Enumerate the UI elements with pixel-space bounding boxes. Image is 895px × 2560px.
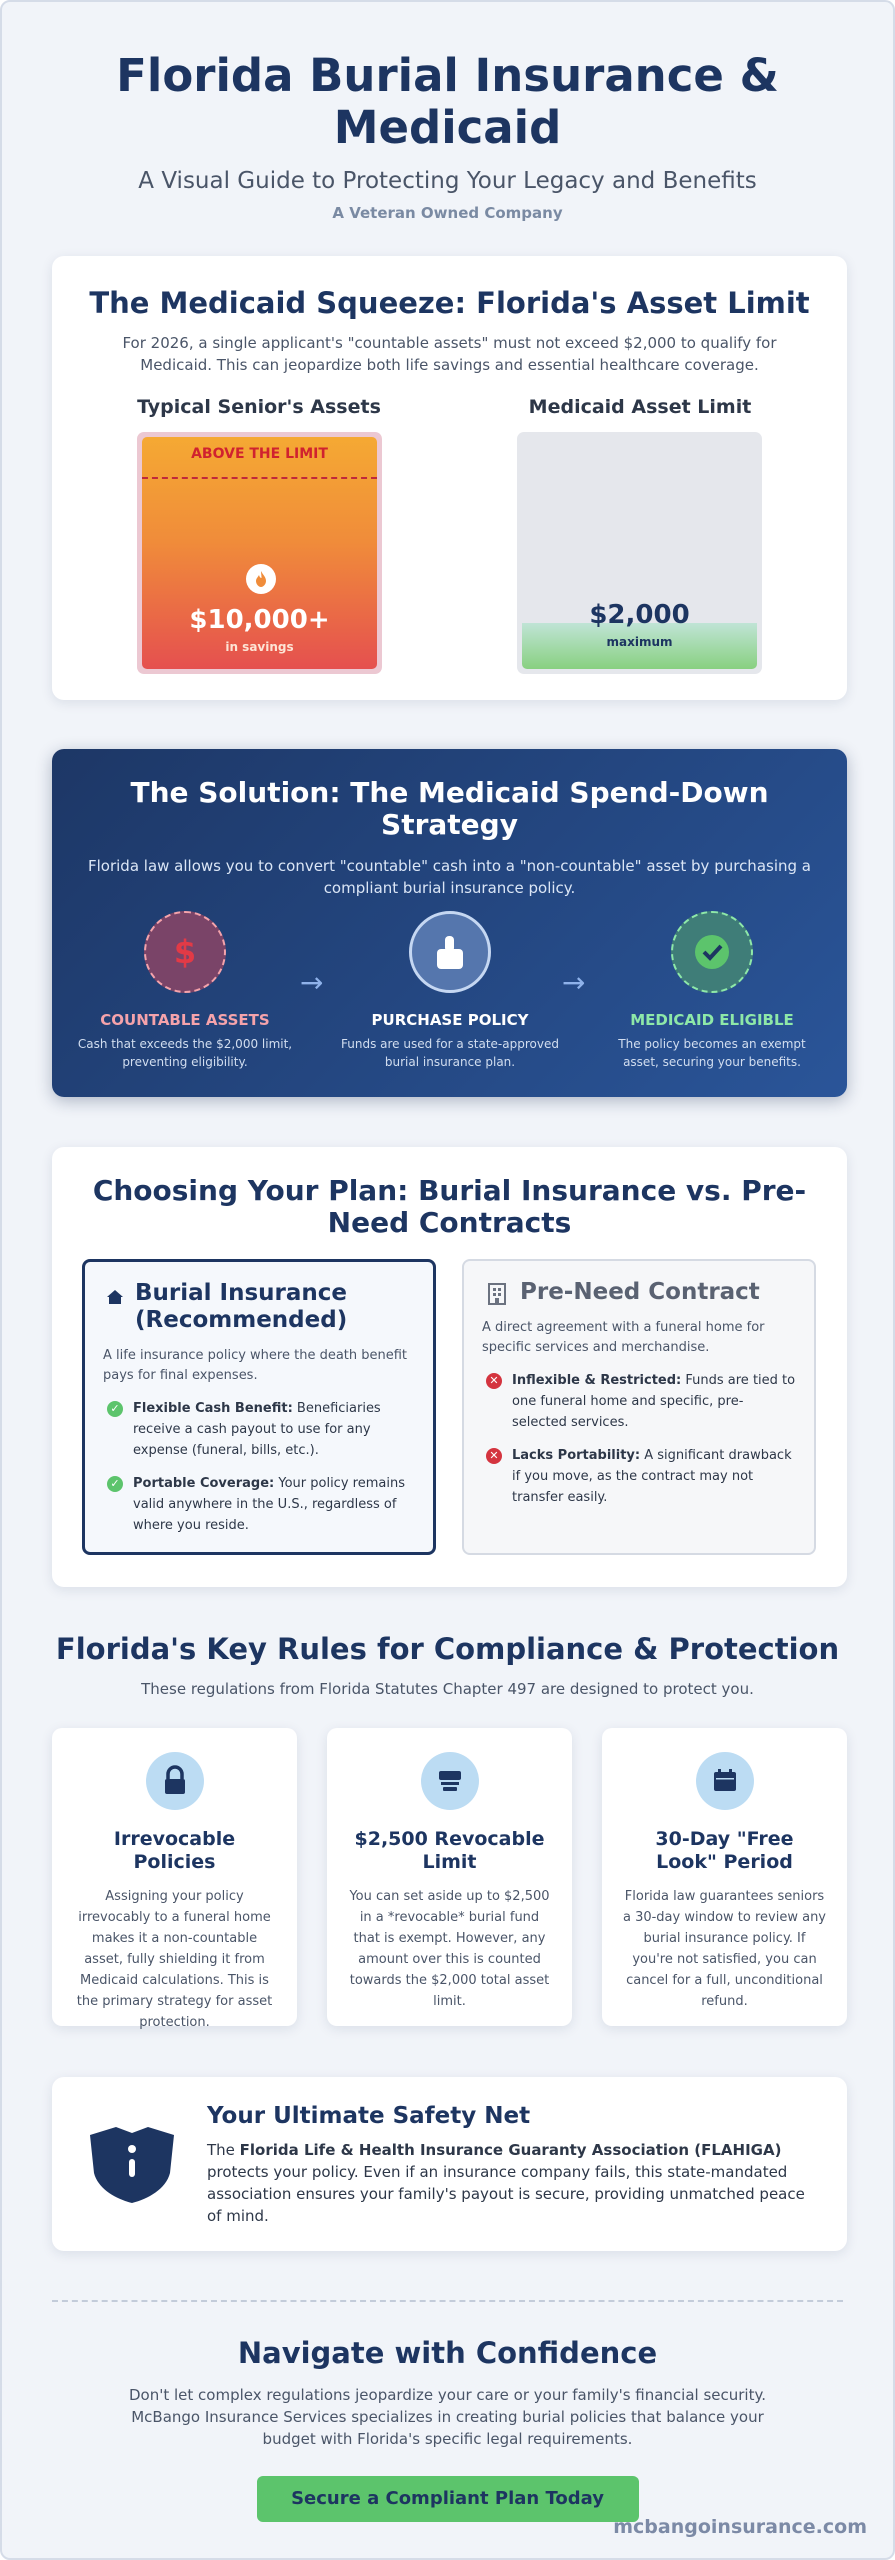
burial-insurance-description: A life insurance policy where the death benefit pays for final expenses. (103, 1348, 408, 1383)
rule-card-irrevocable (52, 1728, 297, 2030)
check-icon: ✓ (107, 1476, 123, 1492)
confidence-section (2, 2336, 893, 2522)
rule-text: Assigning your policy irrevocably to a funeral home makes it a non-countable asset, fully shielding it from Medicaid calculations. This is the primary strategy for asset protection. (76, 1889, 273, 2030)
arrow-icon: → (562, 966, 586, 999)
rules-title: Florida's Key Rules for Compliance & Protection (55, 1632, 840, 1666)
rule-text: You can set aside up to $2,500 in a *revocable* burial fund that is exempt. However, any amount over this is counted towards the $2,000 total asset limit. (349, 1889, 550, 2009)
safety-title: Your Ultimate Safety Net (207, 2103, 531, 2129)
key-rules-header (2, 1632, 893, 1698)
medicaid-squeeze-section (52, 256, 847, 700)
pre-need-contract-card (462, 1259, 816, 1555)
limit-column-title: Medicaid Asset Limit (528, 396, 752, 418)
step-label: PURCHASE POLICY (371, 1011, 529, 1029)
rule-text: Florida law guarantees seniors a 30-day window to review any burial insurance policy. If you're not satisfied, you can cancel for a full, unconditional refund. (622, 1889, 827, 2009)
step-purchase-policy (340, 911, 560, 1071)
list-item: ✓ Portable Coverage: Your policy remains valid anywhere in the U.S., regardless of where you reside. (103, 1473, 415, 1536)
rule-title: Irrevocable Policies (113, 1828, 236, 1873)
arrow-icon: → (300, 966, 324, 999)
above-limit-label: ABOVE THE LIMIT (191, 446, 328, 462)
money-icon (421, 1752, 479, 1810)
section-divider (52, 2300, 843, 2302)
limit-caption: maximum (606, 635, 673, 649)
hand-icon (409, 911, 491, 993)
rule-title: $2,500 Revocable Limit (354, 1828, 545, 1873)
step-text: The policy becomes an exempt asset, securing your benefits. (618, 1037, 806, 1069)
building-icon (486, 1282, 508, 1310)
step-medicaid-eligible (602, 911, 822, 1071)
confidence-title: Navigate with Confidence (237, 2336, 658, 2370)
svg-text:$: $ (173, 933, 197, 971)
burial-insurance-title: Burial Insurance (Recommended) (135, 1280, 348, 1333)
list-item: ✓ Flexible Cash Benefit: Beneficiaries receive a cash payout to use for any expense (funeral, bills, etc.). (103, 1398, 415, 1461)
solution-description: Florida law allows you to convert "countable" cash into a "non-countable" asset by purchasing a compliant burial insurance policy. (88, 857, 811, 897)
medicaid-limit-jar (517, 432, 762, 674)
list-item: ✕ Lacks Portability: A significant drawback if you move, as the contract may not transfer easily. (482, 1445, 796, 1508)
burial-insurance-card (82, 1259, 436, 1555)
flahiga-name: Florida Life & Health Insurance Guaranty Association (FLAHIGA) (239, 2141, 782, 2159)
x-icon: ✕ (486, 1373, 502, 1389)
rule-card-free-look (602, 1728, 847, 2026)
home-icon (105, 1287, 125, 1311)
step-countable-assets (75, 911, 295, 1071)
squeeze-title: The Medicaid Squeeze: Florida's Asset Limit (89, 286, 810, 320)
shield-icon (86, 2125, 178, 2209)
confidence-text: Don't let complex regulations jeopardize your care or your family's financial security. McBango Insurance Services specializes in creating burial policies that balance your budget with Florida's specific legal requirements. (128, 2386, 766, 2448)
company-tagline: A Veteran Owned Company (332, 204, 563, 222)
step-label: MEDICAID ELIGIBLE (630, 1011, 794, 1029)
secure-plan-button[interactable]: Secure a Compliant Plan Today (257, 2476, 639, 2522)
limit-dashed-line (142, 477, 377, 479)
calendar-icon (696, 1752, 754, 1810)
rule-title: 30-Day "Free Look" Period (655, 1828, 794, 1873)
lock-icon (146, 1752, 204, 1810)
check-icon: ✓ (107, 1401, 123, 1417)
step-label: COUNTABLE ASSETS (100, 1011, 270, 1029)
rule-card-revocable-limit (327, 1728, 572, 2026)
choose-plan-section (52, 1147, 847, 1587)
page-subtitle: A Visual Guide to Protecting Your Legacy and Benefits (138, 168, 757, 194)
senior-assets-jar (137, 432, 382, 674)
x-icon: ✕ (486, 1448, 502, 1464)
website-domain[interactable]: mcbangoinsurance.com (613, 2516, 867, 2538)
fire-icon (246, 564, 276, 594)
list-item: ✕ Inflexible & Restricted: Funds are tied to one funeral home and specific, pre-selected services. (482, 1370, 796, 1433)
solution-title: The Solution: The Medicaid Spend-Down Strategy (130, 776, 769, 841)
plans-title: Choosing Your Plan: Burial Insurance vs. Pre-Need Contracts (92, 1174, 807, 1239)
dollar-icon (144, 911, 226, 993)
pre-need-description: A direct agreement with a funeral home for specific services and merchandise. (482, 1320, 765, 1355)
rules-description: These regulations from Florida Statutes Chapter 497 are designed to protect you. (141, 1680, 754, 1698)
safety-text: The Florida Life & Health Insurance Guaranty Association (FLAHIGA) protects your policy. Even if an insurance company fails, this state-mandated association ensures your family's payout is secure, providing unmatched peace of mind. (207, 2141, 805, 2225)
assets-value: $10,000+ (189, 605, 330, 635)
squeeze-description: For 2026, a single applicant's "countable assets" must not exceed $2,000 to qualify for Medicaid. This can jeopardize both life savings and essential healthcare coverage. (122, 334, 777, 374)
step-text: Cash that exceeds the $2,000 limit, preventing eligibility. (77, 1037, 293, 1069)
safety-net-section (52, 2077, 847, 2251)
pre-need-title: Pre-Need Contract (520, 1279, 760, 1305)
assets-caption: in savings (225, 640, 294, 654)
step-text: Funds are used for a state-approved burial insurance plan. (341, 1037, 559, 1069)
check-circle-icon (671, 911, 753, 993)
assets-column-title: Typical Senior's Assets (137, 396, 381, 418)
spend-down-solution-section (52, 749, 847, 1097)
limit-value: $2,000 (589, 600, 690, 630)
page-header (2, 2, 893, 222)
page-title: Florida Burial Insurance & Medicaid (116, 49, 779, 154)
